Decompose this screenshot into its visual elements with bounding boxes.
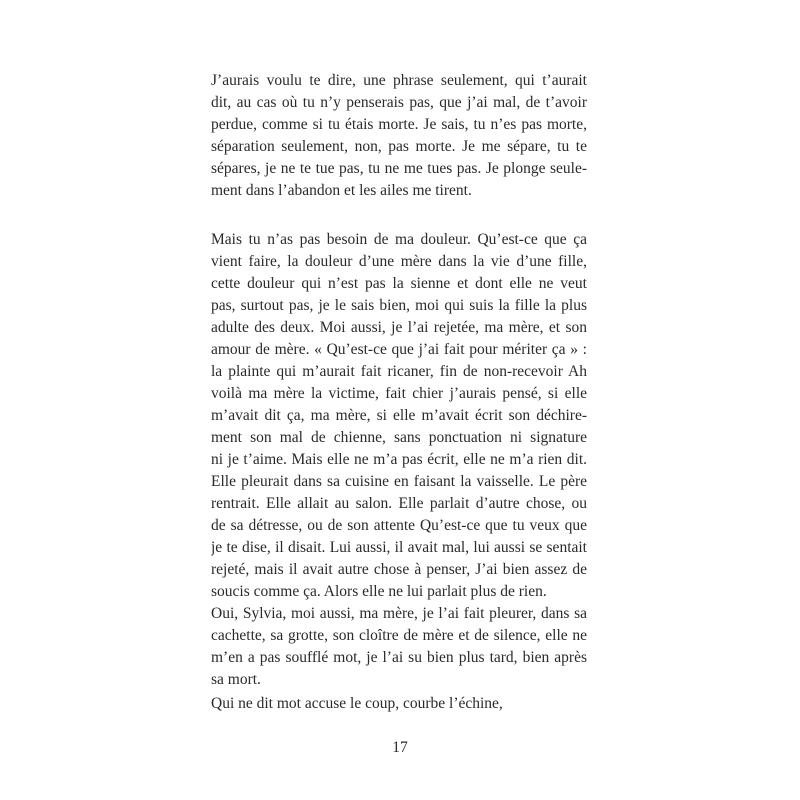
text-line: rejeté, mais il avait autre chose à penser, J’ai bien assez de: [211, 561, 587, 578]
text-line: ni je t’aime. Mais elle ne m’a pas écrit, elle ne m’a rien dit.: [211, 451, 587, 468]
text-line: voilà ma mère la victime, fait chier j’aurais pensé, si elle: [211, 385, 587, 402]
text-line: Mais tu n’as pas besoin de ma douleur. Qu’est-ce que ça: [211, 231, 587, 248]
page-number: 17: [392, 739, 408, 756]
text-line: sépares, je ne te tue pas, tu ne me tues pas. Je plonge seule-: [211, 160, 587, 177]
text-line: je te dise, il disait. Lui aussi, il avait mal, lui aussi se sentait: [211, 539, 587, 556]
text-line: cette douleur qui n’est pas la sienne et dont elle ne veut: [211, 275, 587, 292]
text-line: m’en a pas soufflé mot, je l’ai su bien plus tard, bien après: [211, 649, 587, 666]
text-line: la plainte qui m’aurait fait ricaner, fin de non-recevoir Ah: [211, 363, 587, 380]
text-line: séparation seulement, non, pas morte. Je me sépare, tu te: [211, 138, 587, 155]
text-line: vient faire, la douleur d’une mère dans la vie d’une fille,: [211, 253, 587, 270]
text-line: adulte des deux. Moi aussi, je l’ai rejetée, ma mère, et son: [211, 319, 587, 336]
text-line: ment dans l’abandon et les ailes me tirent.: [211, 182, 472, 199]
text-line: ment son mal de chienne, sans ponctuation ni signature: [211, 429, 587, 446]
text-line: Elle pleurait dans sa cuisine en faisant la vaisselle. Le père: [211, 473, 587, 490]
text-line: sa mort.: [211, 671, 261, 688]
text-line: rentrait. Elle allait au salon. Elle parlait d’autre chose, ou: [211, 495, 587, 512]
text-line: soucis comme ça. Alors elle ne lui parlait plus de rien.: [211, 583, 547, 600]
text-line: pas, surtout pas, je le sais bien, moi qui suis la fille la plus: [211, 297, 587, 314]
text-line: dit, au cas où tu n’y penserais pas, que j’ai mal, de t’avoir: [211, 94, 587, 111]
text-line: Oui, Sylvia, moi aussi, ma mère, je l’ai fait pleurer, dans sa: [211, 605, 587, 622]
text-line: amour de mère. « Qu’est-ce que j’ai fait pour mériter ça » :: [211, 341, 587, 358]
text-line: de sa détresse, ou de son attente Qu’est-ce que tu veux que: [211, 517, 587, 534]
text-line: J’aurais voulu te dire, une phrase seulement, qui t’aurait: [211, 72, 587, 89]
text-line: Qui ne dit mot accuse le coup, courbe l’échine,: [211, 695, 503, 712]
text-line: cachette, sa grotte, son cloître de mère et de silence, elle ne: [211, 627, 587, 644]
text-line: m’avait dit ça, ma mère, si elle m’avait écrit son déchire-: [211, 407, 587, 424]
text-line: perdue, comme si tu étais morte. Je sais, tu n’es pas morte,: [211, 116, 587, 133]
